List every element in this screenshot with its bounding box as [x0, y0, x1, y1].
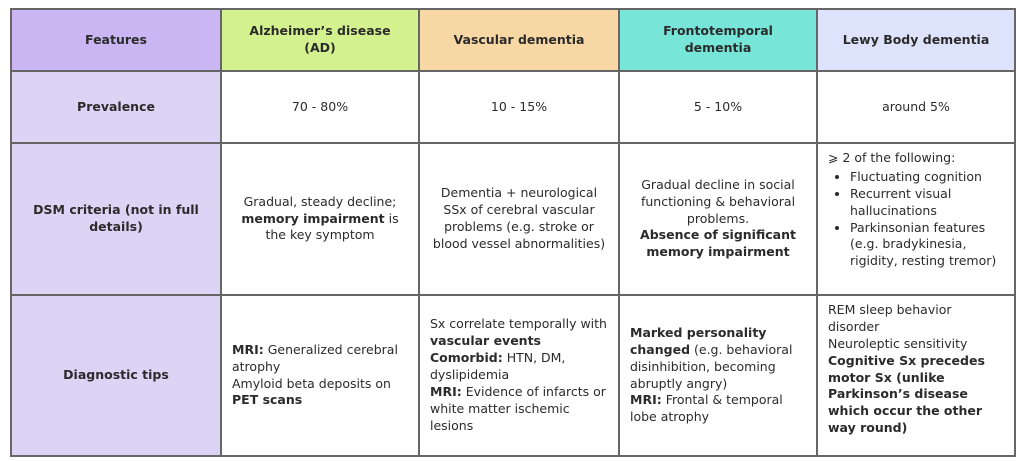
dsm-lewy-list [828, 169, 1004, 270]
prevalence-row [11, 71, 1015, 143]
tips-vascular-mri-label: MRI: [430, 383, 462, 399]
prevalence-ftd: 5 - 10% [619, 71, 817, 143]
dsm-vascular: Dementia + neurological SSx of cerebral vascular problems (e.g. stroke or blood vessel abnormalities) [419, 143, 619, 295]
dsm-criteria-row [11, 143, 1015, 295]
tips-ftd-mri-label: MRI: [630, 392, 662, 408]
tips-lewy-rem: REM sleep behavior disorder [828, 302, 952, 334]
prevalence-vascular: 10 - 15% [419, 71, 619, 143]
list-item: • Recurrent visual hallucinations [850, 186, 1004, 220]
header-lewy-body: Lewy Body dementia [817, 9, 1015, 71]
tips-vascular-comorbid-text: HTN, DM, dyslipidemia [430, 350, 566, 383]
dsm-lewy-intro: ⩾ 2 of the following: [828, 150, 956, 165]
header-frontotemporal: Frontotemporal dementia [619, 9, 817, 71]
prevalence-ad: 70 - 80% [221, 71, 419, 143]
tips-vascular-comorbid-label: Comorbid: [430, 350, 503, 366]
header-row [11, 9, 1015, 71]
tips-lewy-bold: Cognitive Sx precedes motor Sx (unlike Parkinson’s disease which occur the other way round) [828, 352, 985, 436]
tips-vascular [419, 295, 619, 456]
tips-vascular-sx: Sx correlate temporally with [430, 316, 607, 332]
tips-ftd-mri-text: Frontal & temporal lobe atrophy [630, 392, 783, 425]
tips-ad-pet: PET scans [232, 392, 303, 408]
dsm-lewy [817, 143, 1015, 295]
tips-ftd-bold: Marked personality changed [630, 324, 767, 357]
list-item: • Fluctuating cognition [850, 169, 1004, 186]
diagnostic-tips-label: Diagnostic tips [11, 295, 221, 456]
dementia-comparison-table [10, 8, 1016, 457]
dsm-ad-line1: Gradual, steady decline; [243, 193, 397, 209]
tips-vascular-mri-text: Evidence of infarcts or white matter ischemic lesions [430, 383, 606, 433]
tips-ad-amyloid: Amyloid beta deposits on [232, 375, 391, 391]
header-vascular: Vascular dementia [419, 9, 619, 71]
tips-lewy [817, 295, 1015, 456]
tips-ad [221, 295, 419, 456]
tips-ad-mri-label: MRI: [232, 341, 264, 357]
dsm-ftd-text: Gradual decline in social functioning & behavioral problems. [640, 176, 796, 226]
tips-vascular-sx-bold: vascular events [430, 333, 541, 349]
header-features: Features [11, 9, 221, 71]
list-item: • Parkinsonian features (e.g. bradykinesia, rigidity, resting tremor) [850, 220, 1004, 271]
dsm-ftd-bold: Absence of significant memory impairment [640, 227, 796, 260]
diagnostic-tips-row [11, 295, 1015, 456]
header-alzheimers: Alzheimer’s disease (AD) [221, 9, 419, 71]
tips-ftd-text: (e.g. behavioral disinhibition, becoming abruptly angry) [630, 341, 793, 391]
dsm-criteria-label: DSM criteria (not in full details) [11, 143, 221, 295]
prevalence-label: Prevalence [11, 71, 221, 143]
tips-ftd [619, 295, 817, 456]
dsm-ad-rest: is the key symptom [265, 210, 399, 243]
dsm-ftd [619, 143, 817, 295]
prevalence-lewy: around 5% [817, 71, 1015, 143]
dsm-ad [221, 143, 419, 295]
dsm-ad-bold: memory impairment [241, 210, 385, 226]
tips-ad-mri-text: Generalized cerebral atrophy [232, 341, 398, 374]
tips-lewy-neuro: Neuroleptic sensitivity [828, 335, 968, 351]
